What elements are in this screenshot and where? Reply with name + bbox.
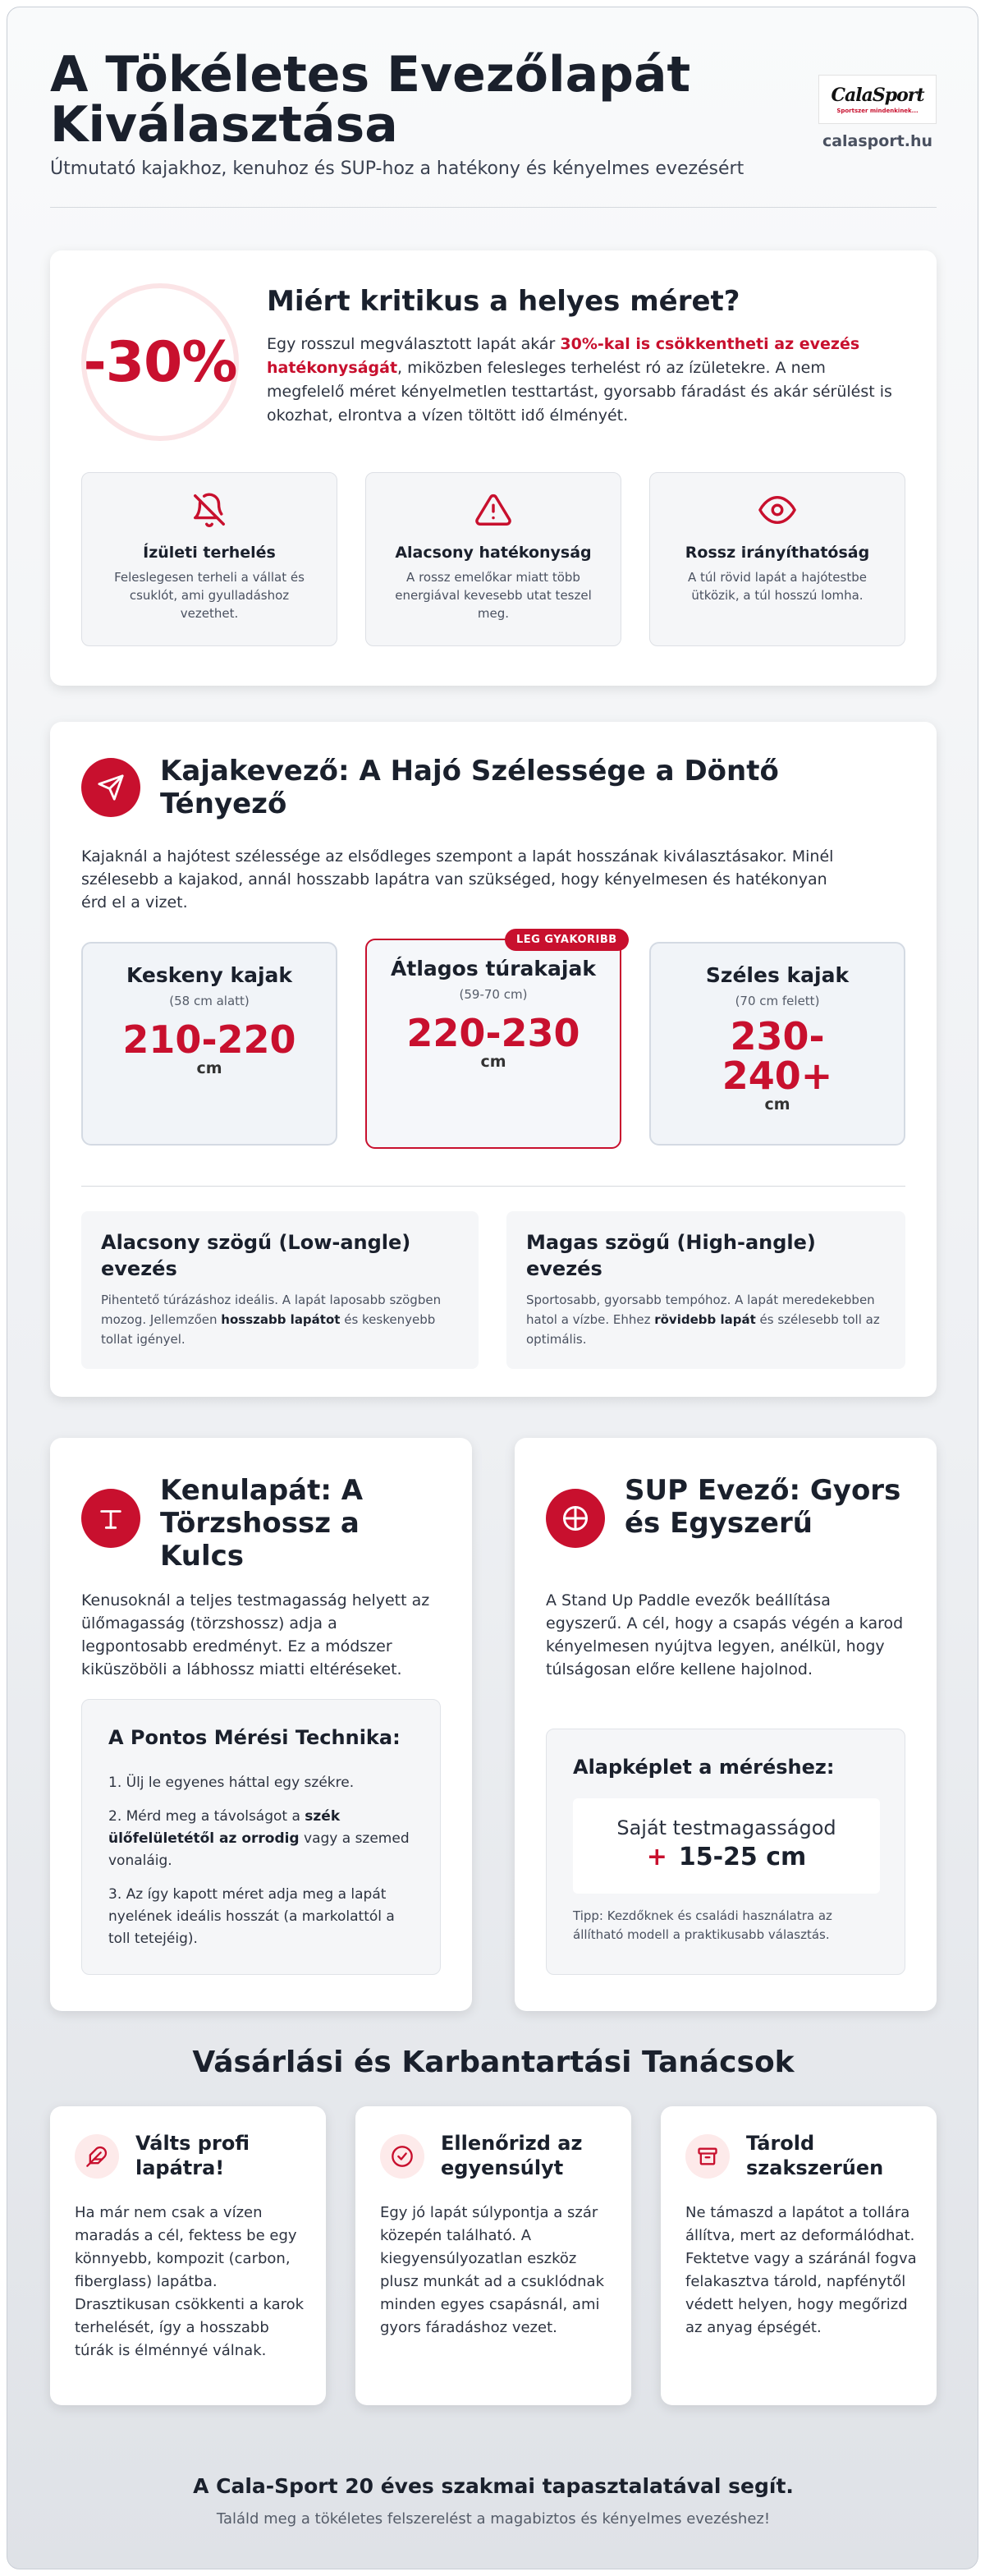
formula-title: Alapképlet a méréshez: <box>573 1756 835 1779</box>
low-angle-text: Pihentető túrázáshoz ideális. A lapát laposabb szögben mozog. Jellemzően hosszabb lapátot és keskenyebb tollat igényel. <box>101 1293 442 1347</box>
percent-circle <box>81 283 239 441</box>
why-title: Miért kritikus a helyes méret? <box>267 285 740 318</box>
low-angle-title: Alacsony szögű (Low-angle) evezés <box>101 1231 411 1280</box>
why-item-efficiency <box>365 472 621 646</box>
tip-title: Tárold szakszerűen <box>746 2132 884 2179</box>
why-item-text: A túl rövid lapát a hajótestbe ütközik, a túl hosszú lomha. <box>688 570 867 603</box>
size-unit: cm <box>764 1095 790 1114</box>
size-unit: cm <box>480 1053 506 1071</box>
feather-icon <box>85 2145 108 2168</box>
why-item-title: Alacsony hatékonyság <box>395 544 592 562</box>
size-value: 230- 240+ <box>722 1014 833 1098</box>
footer-headline: A Cala-Sport 20 éves szakmai tapasztalatával segít. <box>193 2474 794 2498</box>
bell-off-icon <box>190 491 228 529</box>
tip-title: Ellenőrizd az egyensúlyt <box>441 2132 583 2179</box>
canoe-card <box>50 1438 472 2011</box>
most-common-badge: LEG GYAKORIBB <box>505 929 629 951</box>
size-sub: (59-70 cm) <box>459 987 528 1002</box>
why-item-control <box>649 472 905 646</box>
why-item-joint <box>81 472 337 646</box>
kayak-size-narrow <box>81 942 337 1146</box>
tip-card-storage <box>661 2106 937 2405</box>
warning-icon <box>474 491 512 529</box>
site-link[interactable]: calasport.hu <box>822 132 933 150</box>
size-title: Átlagos túrakajak <box>391 957 596 980</box>
logo-tagline: Sportszer mindenkinek... <box>836 108 919 114</box>
size-value: 210-220 <box>122 1017 296 1062</box>
tip-card-balance <box>355 2106 631 2405</box>
why-card <box>50 250 937 686</box>
sup-icon-circle <box>546 1489 605 1548</box>
low-angle-box <box>81 1211 479 1369</box>
why-text: Egy rosszul megválasztott lapát akár 30%-kal is csökkentheti az evezés hatékonyságát, miközben felesleges terhelést ró az ízületekre. A nem megfelelő méret kényelmetlen testtartást, gyorsabb fáradást és akár sérülést is okozhat, elrontva a vízen töltött idő élményét. <box>267 335 892 425</box>
high-angle-title: Magas szögű (High-angle) evezés <box>526 1231 816 1280</box>
size-sub: (70 cm felett) <box>735 994 820 1008</box>
kayak-size-average <box>365 939 621 1149</box>
tip-text: Egy jó lapát súlypontja a szár közepén található. A kiegyensúlyozatlan eszköz plusz munkát ad a csuklódnak minden egyes csapásnál, ami gyors fáradáshoz vezet. <box>380 2204 604 2336</box>
tip-title: Válts profi lapátra! <box>135 2132 250 2179</box>
why-item-text: Feleslegesen terheli a vállat és csuklót, ami gyulladáshoz vezethet. <box>114 570 305 621</box>
sup-text: A Stand Up Paddle evezők beállítása egyszerű. A cél, hogy a csapás végén a karod kényelmesen nyújtva legyen, anélkül, hogy túlságosan előre kellene hajolnod. <box>546 1591 904 1678</box>
tips-heading: Vásárlási és Karbantartási Tanácsok <box>192 2046 795 2079</box>
sup-card <box>515 1438 937 2011</box>
why-item-text: A rossz emelőkar miatt több energiával kevesebb utat teszel meg. <box>395 570 592 621</box>
measure-title: A Pontos Mérési Technika: <box>108 1726 401 1749</box>
canoe-icon-circle <box>81 1489 140 1548</box>
archive-icon <box>696 2145 719 2168</box>
formula <box>573 1798 880 1894</box>
sup-title: SUP Evező: Gyors és Egyszerű <box>625 1474 901 1540</box>
tip-text: Ne támaszd a lapátot a tollára állítva, mert az deformálódhat. Fektetve vagy a száránál fogva felakasztva tárold, napfénytől védett helyen, hogy megőrizd az anyag épségét. <box>685 2204 917 2336</box>
eye-icon <box>758 491 796 529</box>
measure-box <box>81 1699 441 1975</box>
kayak-icon-circle <box>81 758 140 817</box>
size-sub: (58 cm alatt) <box>169 994 250 1008</box>
why-item-title: Ízületi terhelés <box>143 544 276 562</box>
size-title: Keskeny kajak <box>126 963 293 987</box>
formula-box <box>546 1729 905 1975</box>
footer-subline: Találd meg a tökéletes felszerelést a magabiztos és kényelmes evezéshez! <box>216 2510 771 2528</box>
canoe-text: Kenusoknál a teljes testmagasság helyett az ülőmagasság (törzshossz) adja a legpontosabb eredményt. Ez a módszer kiküszöböli a lábhossz miatti eltéréseket. <box>81 1591 430 1678</box>
kayak-title: Kajakevező: A Hajó Szélessége a Döntő Tényező <box>160 755 779 820</box>
size-unit: cm <box>196 1059 222 1077</box>
infographic-page <box>7 7 978 2569</box>
size-value: 220-230 <box>406 1011 580 1055</box>
high-angle-box <box>506 1211 905 1369</box>
logo-text: CalaSport <box>831 85 924 106</box>
title-line-1: A Tökéletes Evezőlapát <box>50 46 691 103</box>
check-circle-icon <box>391 2145 414 2168</box>
high-angle-text: Sportosabb, gyorsabb tempóhoz. A lapát meredekebben hatol a vízbe. Ehhez rövidebb lapát és szélesebb toll az optimális. <box>526 1293 880 1347</box>
percent-badge: -30% <box>83 329 237 395</box>
tip-icon-circle <box>75 2134 119 2179</box>
page-subtitle: Útmutató kajakhoz, kenuhoz és SUP-hoz a hatékony és kényelmes evezésért <box>50 158 744 179</box>
formula-tip: Tipp: Kezdőknek és családi használatra az állítható modell a praktikusabb választás. <box>573 1908 832 1942</box>
tip-text: Ha már nem csak a vízen maradás a cél, fektess be egy könnyebb, kompozit (carbon, fiberglass) lapátba. Drasztikusan csökkenti a karok terhelését, így a hosszabb túrák is élménnyé válnak. <box>75 2204 305 2359</box>
header-divider <box>50 207 937 208</box>
tip-icon-circle <box>685 2134 730 2179</box>
tip-icon-circle <box>380 2134 424 2179</box>
formula-add: + 15-25 cm <box>646 1843 807 1871</box>
tip-card-pro <box>50 2106 326 2405</box>
crosshair-icon <box>561 1504 590 1533</box>
kayak-divider <box>81 1186 905 1187</box>
kayak-size-wide <box>649 942 905 1146</box>
title-line-2: Kiválasztása <box>50 96 398 154</box>
canoe-title: Kenulapát: A Törzshossz a Kulcs <box>160 1474 364 1573</box>
paddle-icon <box>97 1504 125 1532</box>
size-title: Széles kajak <box>705 963 850 987</box>
page-title <box>50 46 789 154</box>
measure-step-1: 1. Ülj le egyenes háttal egy székre. <box>108 1775 355 1791</box>
measure-step-2: 2. Mérd meg a távolságot a szék ülőfelületétől az orrodig vagy a szemed vonaláig. <box>108 1808 410 1869</box>
measure-step-3: 3. Az így kapott méret adja meg a lapát nyelének ideális hosszát (a markolattól a toll tetejéig). <box>108 1886 395 1947</box>
send-icon <box>97 774 125 801</box>
kayak-card <box>50 722 937 1397</box>
kayak-intro: Kajaknál a hajótest szélessége az elsődleges szempont a lapát hosszának kiválasztásakor. Minél szélesebb a kajakod, annál hosszabb lapátra van szükséged, hogy kényelmesen és hatékonyan érd el a vizet. <box>81 847 834 911</box>
why-item-title: Rossz irányíthatóság <box>685 544 870 562</box>
logo[interactable] <box>818 75 937 150</box>
formula-height: Saját testmagasságod <box>616 1816 836 1839</box>
